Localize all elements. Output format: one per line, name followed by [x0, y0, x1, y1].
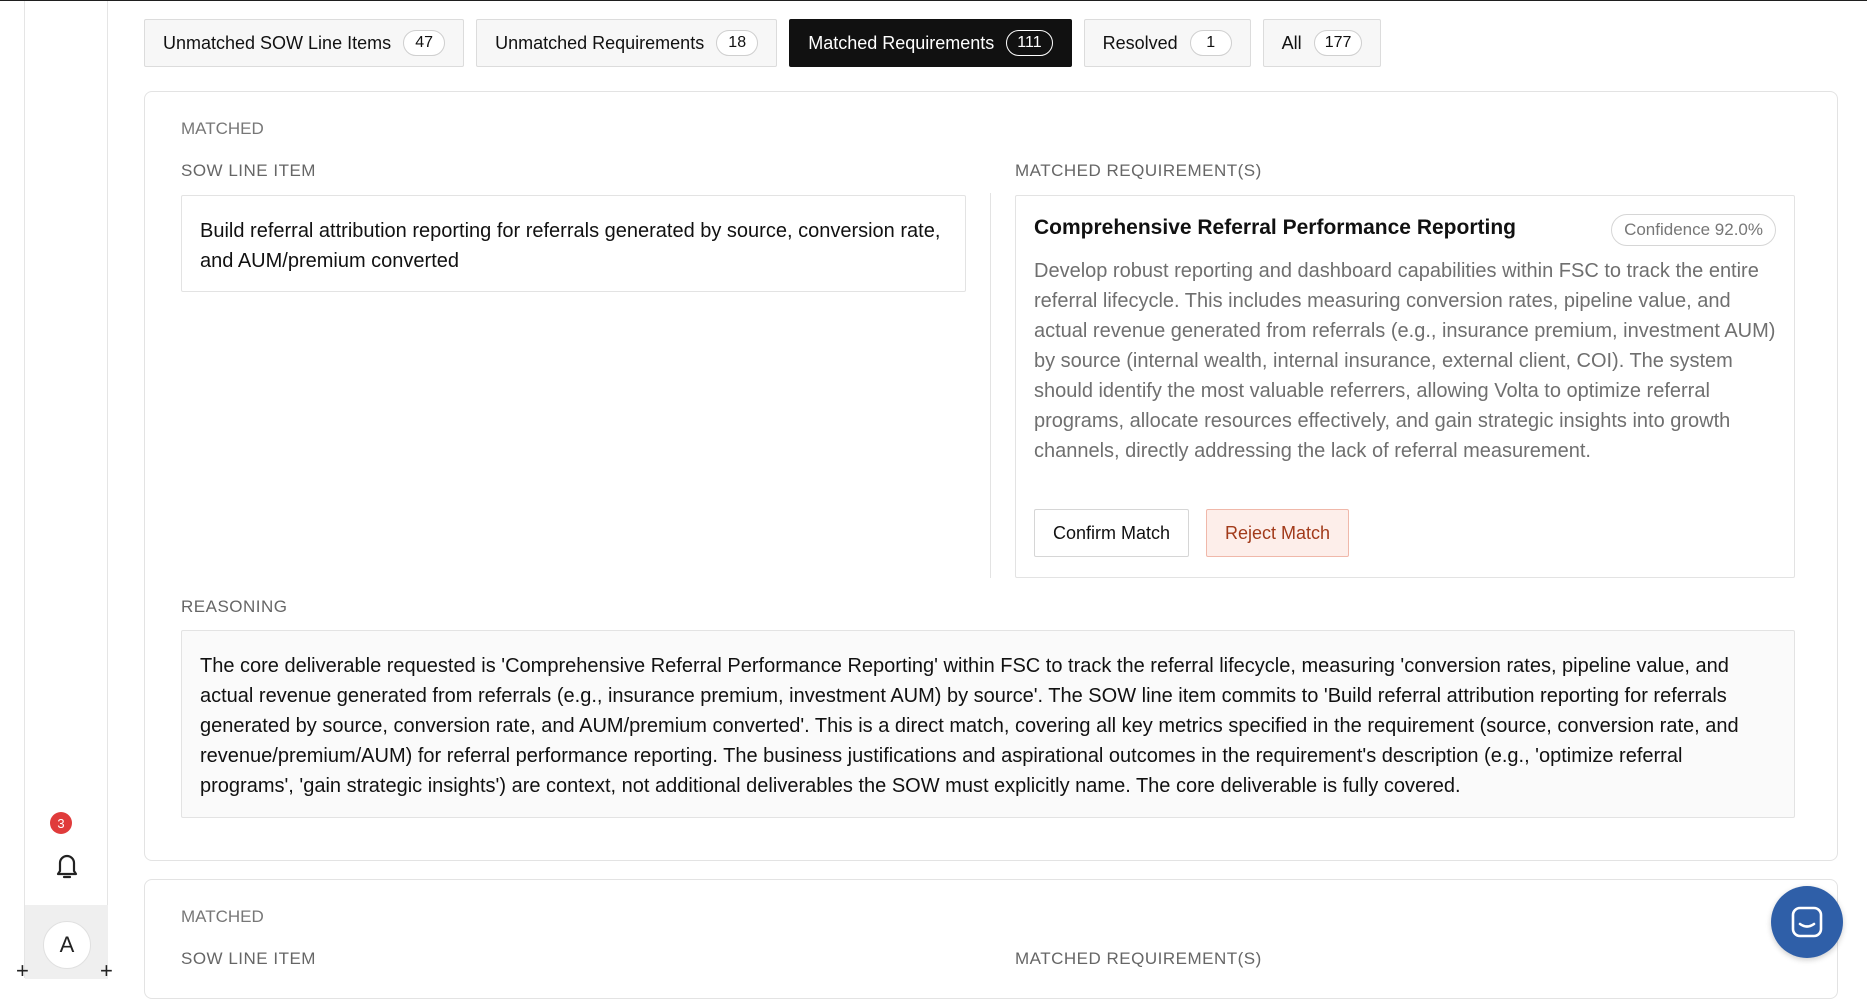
requirement-description: Develop robust reporting and dashboard capabilities within FSC to track the entire referral lifecycle. This includes measuring conversion rates, pipeline value, and actual revenue generated from referrals (e.g., insurance premium, investment AUM) by source (internal wealth, internal insurance, external client, COI). The system should identify the most valuable referrers, allowing Volta to optimize referral programs, allocate resources effectively, and gain strategic insights into growth channels, directly addressing the lack of referral measurement. [1034, 260, 1776, 462]
match-status: MATCHED [181, 119, 264, 138]
tab-unmatched-requirements[interactable] [476, 19, 777, 67]
confidence-badge: Confidence 92.0% [1611, 214, 1776, 246]
reasoning-text: The core deliverable requested is 'Comprehensive Referral Performance Reporting' within FSC to track the referral lifecycle, measuring 'conversion rates, pipeline value, and actual revenue generated from referrals (e.g., insurance premium, investment AUM) by source'. The SOW line item commits to 'Build referral attribution reporting for referrals generated by source, conversion rate, and AUM/premium converted'. This is a direct match, covering all key metrics specified in the requirement (source, conversion rate, and revenue/premium/AUM) for referral performance reporting. The business justifications and aspirational outcomes in the requirement's description (e.g., 'optimize referral programs', 'gain strategic insights') are context, not additional deliverables the SOW must explicitly name. The core deliverable is fully covered. [181, 630, 1795, 818]
plus-icon: + [100, 958, 113, 983]
filter-tabs [144, 19, 1381, 67]
tab-count: 177 [1314, 30, 1363, 56]
confirm-match-button[interactable]: Confirm Match [1034, 509, 1189, 557]
avatar[interactable]: A [43, 921, 91, 969]
tab-matched-requirements[interactable] [789, 19, 1071, 67]
sidebar [24, 1, 108, 978]
top-border [0, 0, 1867, 1]
tab-label: Unmatched Requirements [495, 32, 705, 53]
reject-match-button[interactable]: Reject Match [1206, 509, 1349, 557]
tab-count: 111 [1006, 30, 1052, 56]
sow-line-item-label: SOW LINE ITEM [181, 161, 316, 180]
tab-count: 18 [716, 30, 758, 56]
user-area [25, 905, 108, 979]
matched-requirements-label: MATCHED REQUIREMENT(S) [1015, 949, 1262, 968]
tab-label: Resolved [1102, 32, 1178, 53]
chat-launcher-button[interactable] [1771, 886, 1843, 958]
match-status: MATCHED [181, 907, 264, 926]
sow-line-item-label: SOW LINE ITEM [181, 949, 316, 968]
reasoning-label: REASONING [181, 597, 288, 616]
tab-count: 1 [1190, 30, 1232, 56]
match-card [144, 879, 1838, 999]
tab-label: Matched Requirements [808, 32, 995, 53]
notification-badge: 3 [50, 812, 72, 834]
column-divider [990, 193, 991, 578]
sow-line-item-text: Build referral attribution reporting for referrals generated by source, conversion rate, and AUM/premium converted [181, 195, 966, 292]
requirement-title: Comprehensive Referral Performance Reporting [1034, 216, 1516, 239]
matched-requirements-label: MATCHED REQUIREMENT(S) [1015, 161, 1262, 180]
tab-resolved[interactable] [1084, 19, 1251, 67]
tab-label: All [1281, 32, 1302, 53]
plus-icon: + [16, 958, 29, 983]
tab-count: 47 [403, 30, 445, 56]
tab-unmatched-sow-line-items[interactable] [144, 19, 464, 67]
tab-label: Unmatched SOW Line Items [163, 32, 392, 53]
tab-all[interactable] [1263, 19, 1382, 67]
chat-bubble-icon [1790, 905, 1824, 939]
requirement-card [1015, 195, 1795, 578]
bell-icon[interactable] [53, 851, 81, 881]
match-card [144, 91, 1838, 861]
